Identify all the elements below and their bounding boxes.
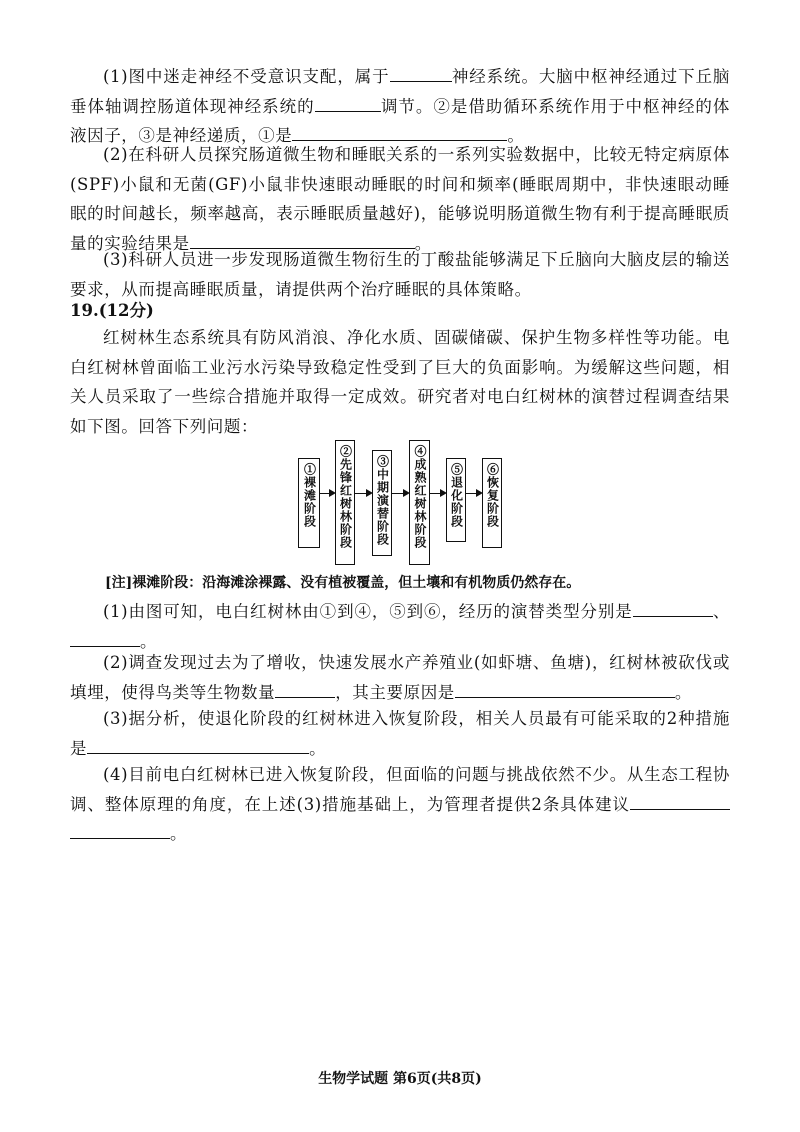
arrow-icon [466, 493, 481, 494]
q19-heading: 19.(12分) [70, 301, 154, 320]
answer-blank[interactable] [390, 63, 452, 82]
answer-blank[interactable] [275, 679, 335, 698]
answer-blank[interactable] [315, 93, 381, 112]
page-footer: 生物学试题 第6页(共8页) [318, 1071, 482, 1087]
answer-blank[interactable] [87, 735, 309, 754]
answer-blank[interactable] [70, 820, 170, 839]
q18-part2: (2)在科研人员探究肠道微生物和睡眠关系的一系列实验数据中，比较无特定病原体(SPF)小鼠和无菌(GF)小鼠非快速眼动睡眠的时间和频率(睡眠周期中，非快速眼动睡眠的时间越长，频率越高，表示睡眠质量越好)，能够说明肠道微生物有利于提高睡眠质量的实验结果是 。 [70, 145, 730, 253]
arrow-icon [392, 493, 408, 494]
q19-part2: (2)调查发现过去为了增收，快速发展水产养殖业(如虾塘、鱼塘)，红树林被砍伐或填埋，使得鸟类等生物数量 ，其主要原因是 。 [70, 653, 730, 702]
succession-flow-diagram [298, 440, 508, 565]
answer-blank[interactable] [633, 598, 713, 617]
stage-box-3: ③中期演替阶段 [372, 450, 392, 556]
arrow-icon [355, 493, 371, 494]
stage-box-2: ②先锋红树林阶段 [335, 440, 355, 565]
arrow-icon [320, 493, 334, 494]
stage-box-6: ⑥恢复阶段 [482, 458, 502, 548]
q19-part1: (1)由图可知，电白红树林由①到④，⑤到⑥，经历的演替类型分别是 、。 [70, 597, 730, 656]
answer-blank[interactable] [70, 628, 140, 647]
q19-part3: (3)据分析，使退化阶段的红树林进入恢复阶段，相关人员最有可能采取的2种措施是 。 [70, 709, 730, 758]
answer-blank[interactable] [292, 122, 507, 141]
q18-part1: (1)图中迷走神经不受意识支配，属于 神经系统。大脑中枢神经通过下丘脑垂体轴调控肠道体现神经系统的 调节。②是借助循环系统作用于中枢神经的体液因子，③是神经递质，①是 。 [70, 62, 730, 151]
q19-intro: 红树林生态系统具有防风消浪、净化水质、固碳储碳、保护生物多样性等功能。电白红树林曾面临工业污水污染导致稳定性受到了巨大的负面影响。为缓解这些问题，相关人员采取了一些综合措施并取得一定成效。研究者对电白红树林的演替过程调查结果如下图。回答下列问题： [70, 328, 730, 436]
diagram-note: [注]裸滩阶段：沿海滩涂裸露、没有植被覆盖，但土壤和有机物质仍然存在。 [105, 575, 581, 591]
q18-part3: (3)科研人员进一步发现肠道微生物衍生的丁酸盐能够满足下丘脑向大脑皮层的输送要求，从而提高睡眠质量，请提供两个治疗睡眠的具体策略。 [70, 250, 730, 299]
answer-blank[interactable] [455, 679, 675, 698]
arrow-icon [430, 493, 445, 494]
q19-part4: (4)目前电白红树林已进入恢复阶段，但面临的问题与挑战依然不少。从生态工程协调、整体原理的角度，在上述(3)措施基础上，为管理者提供2条具体建议。 [70, 765, 730, 843]
stage-box-5: ⑤退化阶段 [446, 458, 466, 542]
answer-blank[interactable] [630, 791, 730, 810]
stage-box-4: ④成熟红树林阶段 [409, 440, 430, 565]
stage-box-1: ①裸滩阶段 [298, 458, 320, 548]
